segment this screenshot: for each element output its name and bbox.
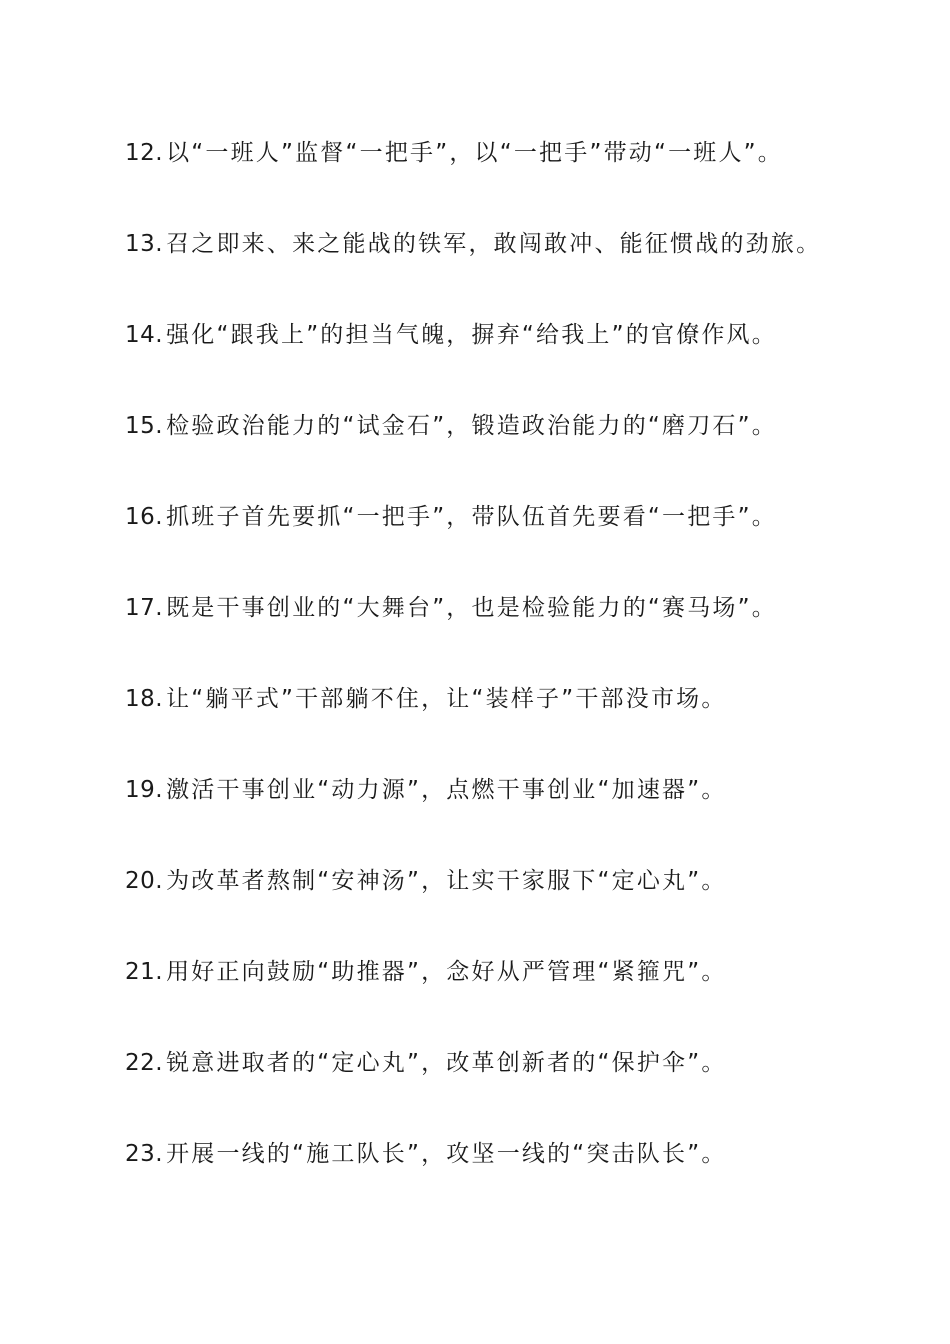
list-item <box>125 315 935 406</box>
item-number: 16. <box>125 504 164 530</box>
item-text: 激活干事创业“动力源”，点燃干事创业“加速器”。 <box>166 777 727 803</box>
item-text: 让“躺平式”干部躺不住，让“装样子”干部没市场。 <box>166 686 727 712</box>
item-number: 12. <box>125 140 164 166</box>
list-item <box>125 679 935 770</box>
item-number: 17. <box>125 595 164 621</box>
item-text: 以“一班人”监督“一把手”，以“一把手”带动“一班人”。 <box>166 140 784 166</box>
item-text: 开展一线的“施工队长”，攻坚一线的“突击队长”。 <box>166 1141 727 1167</box>
list-item <box>125 770 935 861</box>
list-item <box>125 588 935 679</box>
list-item <box>125 224 935 315</box>
phrase-list <box>125 133 935 1225</box>
list-item <box>125 497 935 588</box>
item-text: 抓班子首先要抓“一把手”，带队伍首先要看“一把手”。 <box>166 504 777 530</box>
list-item <box>125 952 935 1043</box>
item-text: 既是干事创业的“大舞台”，也是检验能力的“赛马场”。 <box>166 595 777 621</box>
list-item <box>125 406 935 497</box>
item-text: 强化“跟我上”的担当气魄，摒弃“给我上”的官僚作风。 <box>166 322 777 348</box>
item-text: 检验政治能力的“试金石”，锻造政治能力的“磨刀石”。 <box>166 413 777 439</box>
item-number: 20. <box>125 868 164 894</box>
list-item <box>125 1043 935 1134</box>
item-number: 15. <box>125 413 164 439</box>
item-text: 召之即来、来之能战的铁军，敢闯敢冲、能征惯战的劲旅。 <box>166 231 822 257</box>
item-text: 为改革者熬制“安神汤”，让实干家服下“定心丸”。 <box>166 868 727 894</box>
item-number: 14. <box>125 322 164 348</box>
list-item <box>125 1134 935 1225</box>
list-item <box>125 133 935 224</box>
item-number: 23. <box>125 1141 164 1167</box>
item-number: 19. <box>125 777 164 803</box>
item-number: 13. <box>125 231 164 257</box>
item-text: 锐意进取者的“定心丸”，改革创新者的“保护伞”。 <box>166 1050 727 1076</box>
item-number: 21. <box>125 959 164 985</box>
item-number: 22. <box>125 1050 164 1076</box>
list-item <box>125 861 935 952</box>
item-text: 用好正向鼓励“助推器”，念好从严管理“紧箍咒”。 <box>166 959 727 985</box>
item-number: 18. <box>125 686 164 712</box>
